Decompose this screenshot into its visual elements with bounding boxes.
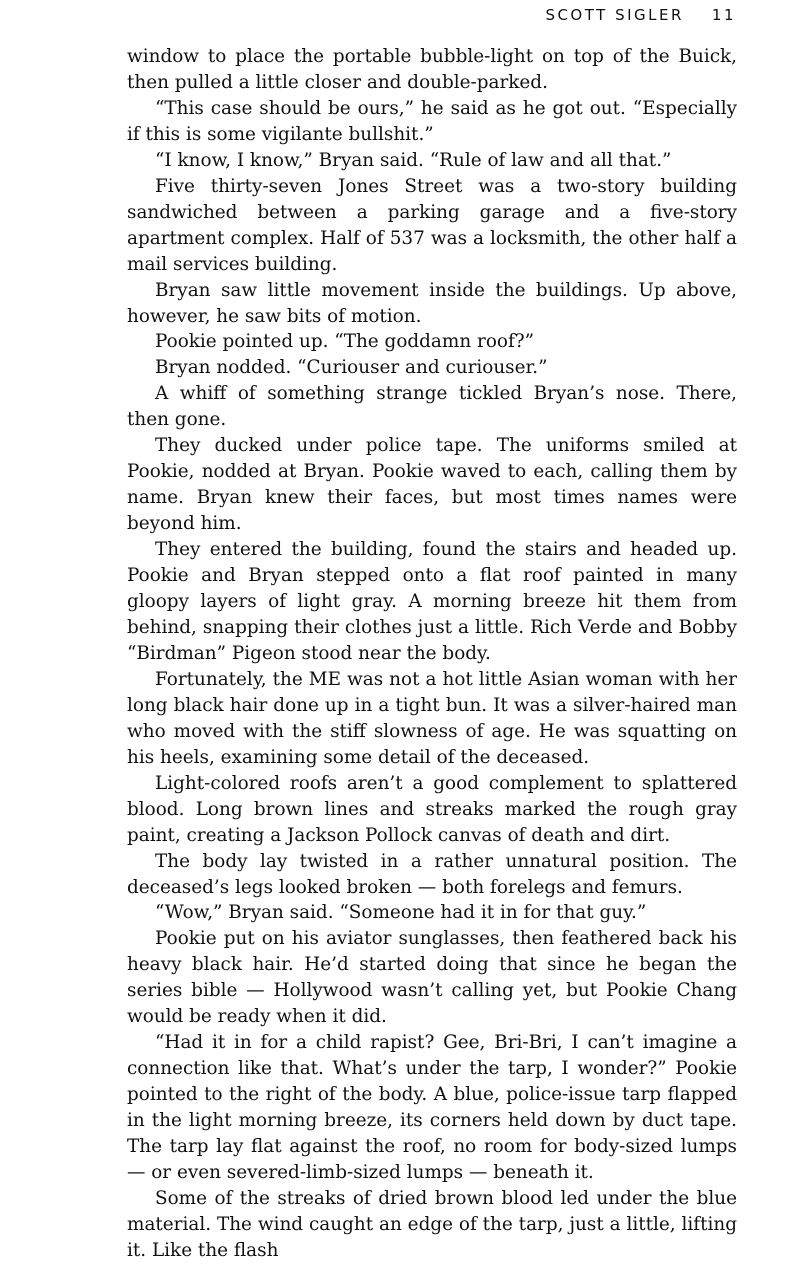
paragraph: A whiff of something strange tickled Bryan’s nose. There, then gone. [127,383,737,431]
paragraph: They ducked under police tape. The uniforms smiled at Pookie, nodded at Bryan. Pookie waved to each, calling them by name. Bryan knew their faces, but most times names were beyond him. [127,435,737,535]
author-name: SCOTT SIGLER [545,6,684,24]
paragraph: window to place the portable bubble-light on top of the Buick, then pulled a little closer and double-parked. [127,46,737,93]
paragraph: Bryan saw little movement inside the buildings. Up above, however, he saw bits of motion. [127,279,737,327]
paragraph: “This case should be ours,” he said as he got out. “Especially if this is some vigilante bullshit.” [127,97,737,145]
paragraph: They entered the building, found the stairs and headed up. Pookie and Bryan stepped onto a flat roof painted in many gloopy layers of light gray. A morning breeze hit them from behind, snapping their clothes just a little. Rich Verde and Bobby “Birdman” Pigeon stood near the body. [127,539,737,664]
paragraph: Five thirty-seven Jones Street was a two-story building sandwiched between a parking garage and a five-story apartment complex. Half of 537 was a locksmith, the other half a mail services building. [127,175,737,275]
paragraph: Pookie put on his aviator sunglasses, then feathered back his heavy black hair. He’d started doing that since he began the series bible — Hollywood wasn’t calling yet, but Pookie Chang would be ready when it did. [127,928,737,1028]
paragraph: Some of the streaks of dried brown blood led under the blue material. The wind caught an edge of the tarp, just a little, lifting it. Like the flash [127,1187,737,1261]
page-number: 11 [711,6,736,24]
paragraph: Pookie pointed up. “The goddamn roof?” [155,331,535,353]
paragraph: Fortunately, the ME was not a hot little Asian woman with her long black hair done up in a tight bun. It was a silver-haired man who moved with the stiff slowness of age. He was squatting on his heels, examining some detail of the deceased. [127,668,737,768]
paragraph: “Had it in for a child rapist? Gee, Bri-Bri, I can’t imagine a connection like that. What’s under the tarp, I wonder?” Pookie pointed to the right of the body. A blue, police-issue tarp flapped in the light morning breeze, its corners held down by duct tape. The tarp lay flat against the roof, no room for body-sized lumps — or even severed-limb-sized lumps — beneath it. [127,1032,737,1183]
paragraph: Bryan nodded. “Curiouser and curiouser.” [155,357,548,379]
paragraph: The body lay twisted in a rather unnatural position. The deceased’s legs looked broken — both forelegs and femurs. [127,850,737,898]
running-header [545,6,736,24]
paragraph: “I know, I know,” Bryan said. “Rule of law and all that.” [155,149,672,171]
paragraph: Light-colored roofs aren’t a good complement to splattered blood. Long brown lines and streaks marked the rough gray paint, creating a Jackson Pollock canvas of death and dirt. [127,772,737,846]
body-text [127,44,737,1264]
paragraph: “Wow,” Bryan said. “Someone had it in for that guy.” [155,902,647,924]
